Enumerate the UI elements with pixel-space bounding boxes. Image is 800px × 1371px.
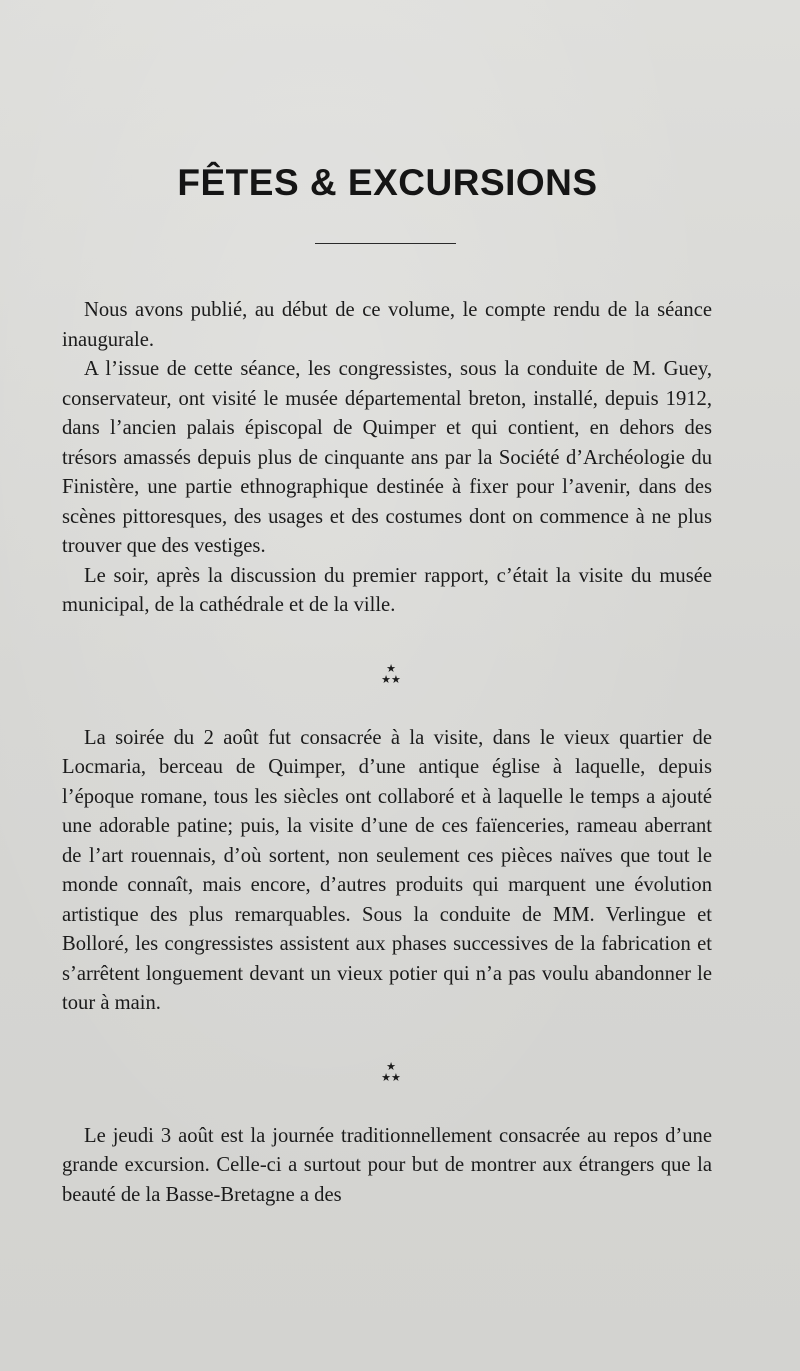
paragraph-2: A l’issue de cette séance, les congressistes, sous la conduite de M. Guey, conservateur, ont visité le musée départemental breton, installé, depuis 1912, dans l’ancien palais épiscopal de Quimper et qui contient, en dehors des trésors amassés depuis plus de cinquante ans par la Société d’Archéologie du Finistère, une partie ethnographique destinée à fixer pour l’avenir, dans des scènes pittoresques, des usages et des costumes dont on commence à ne plus trouver que des vestiges.: [62, 358, 712, 557]
star-top: ★: [386, 661, 396, 675]
star-bottom: ★★: [381, 672, 401, 686]
body-text: [62, 296, 712, 1210]
paragraph-3: Le soir, après la discussion du premier rapport, c’était la visite du musée municipal, de la cathédrale et de la ville.: [62, 564, 712, 616]
asterism-separator: [62, 663, 712, 685]
asterism-separator: [62, 1061, 712, 1083]
paragraph-1: Nous avons publié, au début de ce volume, le compte rendu de la séance inaugurale.: [62, 299, 712, 351]
paragraph-5: Le jeudi 3 août est la journée traditionnellement consacrée au repos d’une grande excursion. Celle-ci a surtout pour but de montrer aux étrangers que la beauté de la Basse-Bretagne a des: [62, 1124, 712, 1206]
title-rule: [315, 243, 456, 244]
star-top: ★: [386, 1059, 396, 1073]
page-title: FÊTES & EXCURSIONS: [177, 162, 598, 203]
star-bottom: ★★: [381, 1070, 401, 1084]
paragraph-4: La soirée du 2 août fut consacrée à la visite, dans le vieux quartier de Locmaria, berceau de Quimper, d’une antique église à laquelle, depuis l’époque romane, tous les siècles ont collaboré et à laquelle le temps a ajouté une adorable patine; puis, la visite d’une de ces faïenceries, rameau aberrant de l’art rouennais, d’où sortent, non seulement ces pièces naïves que tout le monde connaît, mais encore, d’autres produits qui marquent une évolution artistique des plus remarquables. Sous la conduite de MM. Verlingue et Bolloré, les congressistes assistent aux phases successives de la fabrication et s’arrêtent longuement devant un vieux potier qui n’a pas voulu abandonner le tour à main.: [62, 726, 712, 1014]
